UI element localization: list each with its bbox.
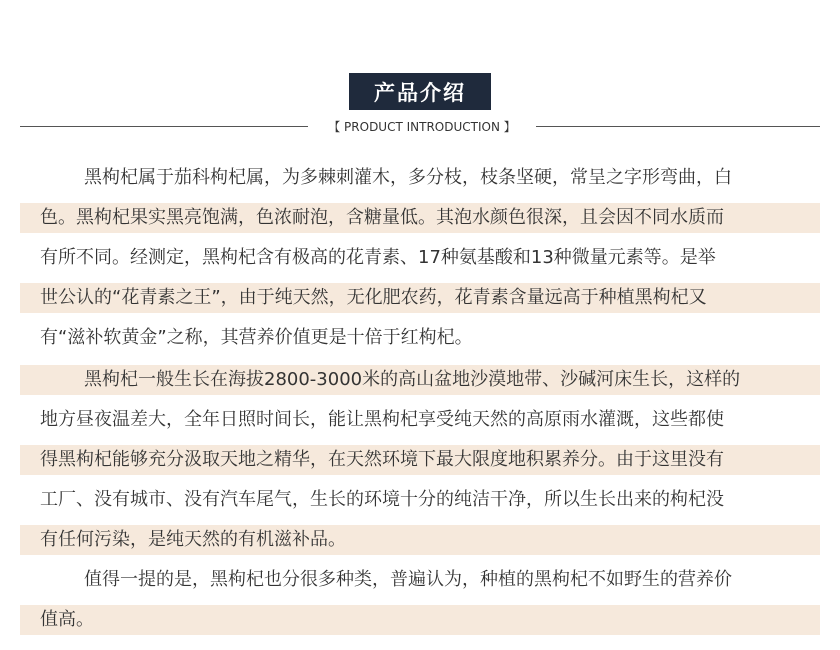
paragraph-1-line-3: 有所不同。经测定，黑枸杞含有极高的花青素、17种氨基酸和13种微量元素等。是举 <box>40 247 716 268</box>
paragraph-1-line-4: 世公认的“花青素之王”，由于纯天然，无化肥农药，花青素含量远高于种植黑枸杞又 <box>40 287 707 308</box>
paragraph-2-line-3: 得黑枸杞能够充分汲取天地之精华，在天然环境下最大限度地积累养分。由于这里没有 <box>40 449 724 470</box>
section-title: 产品介绍 <box>349 73 491 110</box>
paragraph-3-line-2: 值高。 <box>40 609 94 630</box>
paragraph-2-line-2: 地方昼夜温差大，全年日照时间长，能让黑枸杞享受纯天然的高原雨水灌溉，这些都使 <box>40 409 724 430</box>
section-subtitle: 【 PRODUCT INTRODUCTION 】 <box>328 120 516 134</box>
divider-right <box>536 126 820 127</box>
paragraph-1-line-1: 黑枸杞属于茄科枸杞属，为多棘刺灌木，多分枝，枝条坚硬，常呈之字形弯曲，白 <box>84 167 732 188</box>
paragraph-2-line-5: 有任何污染，是纯天然的有机滋补品。 <box>40 529 346 550</box>
paragraph-1-line-2: 色。黑枸杞果实黑亮饱满，色浓耐泡，含糖量低。其泡水颜色很深，且会因不同水质而 <box>40 207 724 228</box>
paragraph-3-line-1: 值得一提的是，黑枸杞也分很多种类，普遍认为，种植的黑枸杞不如野生的营养价 <box>84 569 732 590</box>
paragraph-2-line-1: 黑枸杞一般生长在海拔2800-3000米的高山盆地沙漠地带、沙碱河床生长，这样的 <box>84 369 741 390</box>
paragraph-1-line-5: 有“滋补软黄金”之称，其营养价值更是十倍于红枸杞。 <box>40 327 473 348</box>
section-subtitle-row <box>20 116 820 138</box>
paragraph-2-line-4: 工厂、没有城市、没有汽车尾气，生长的环境十分的纯洁干净，所以生长出来的枸杞没 <box>40 489 724 510</box>
divider-left <box>20 126 308 127</box>
